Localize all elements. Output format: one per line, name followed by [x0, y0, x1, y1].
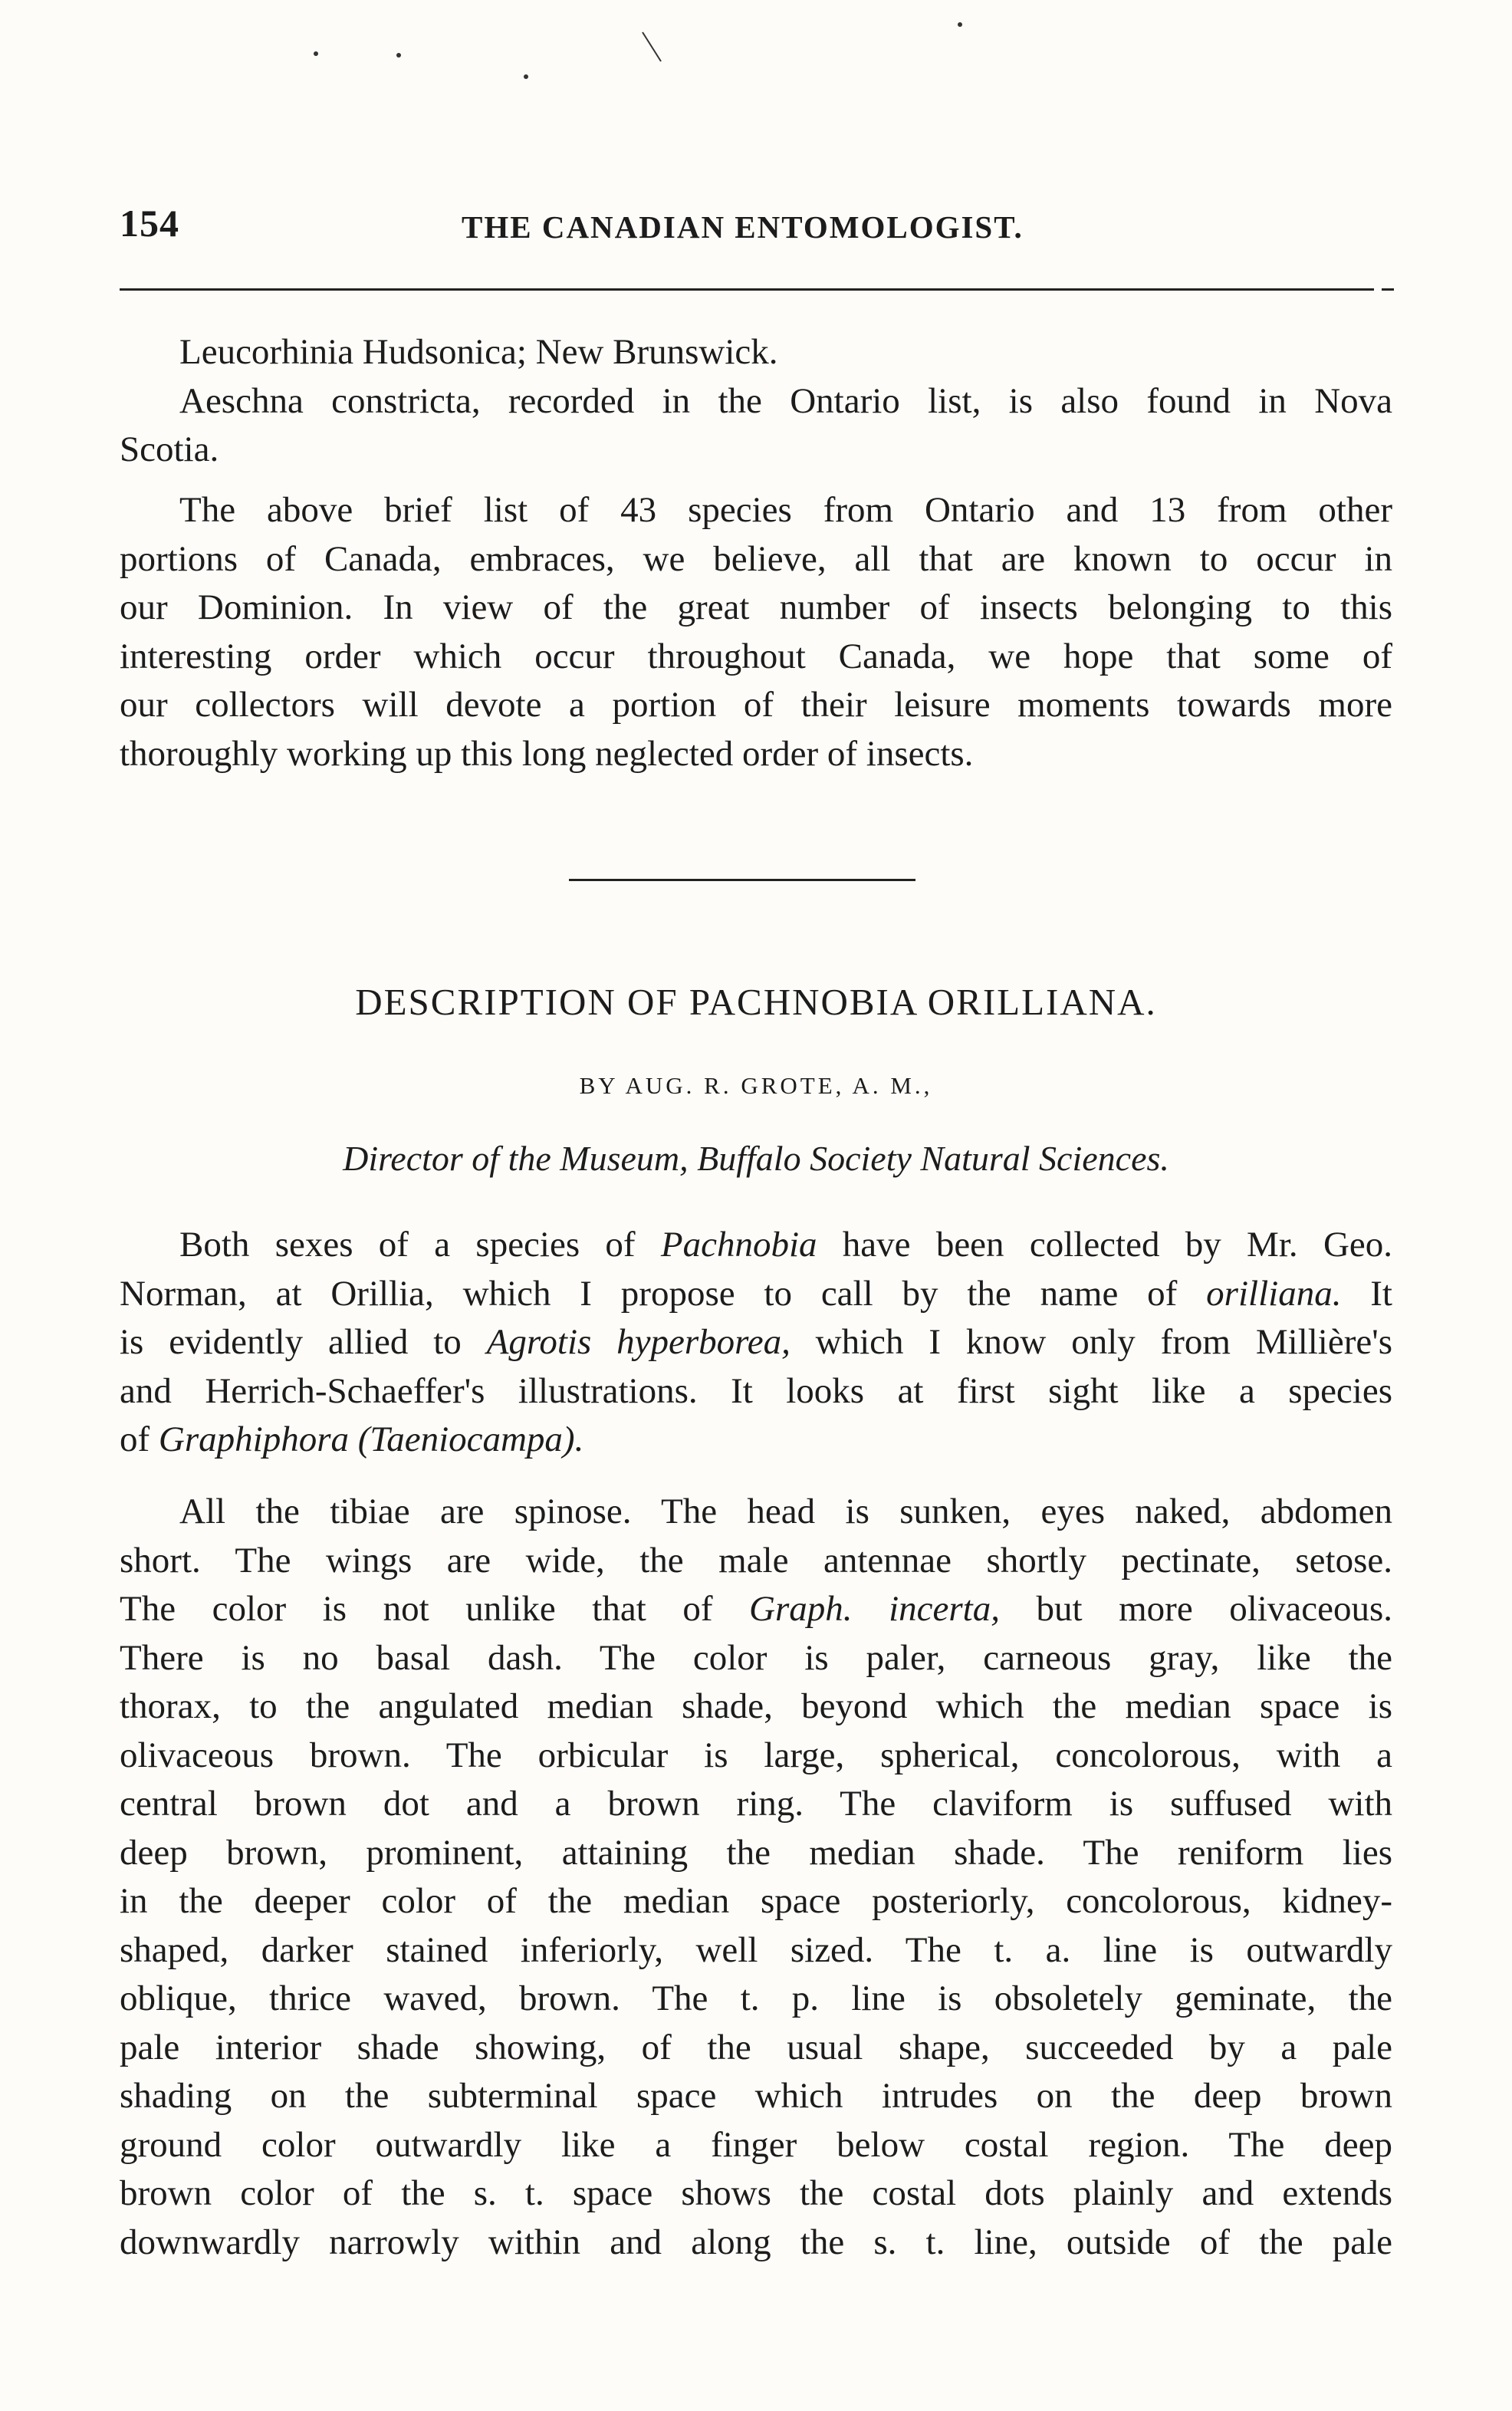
text-line: Scotia.: [120, 429, 219, 469]
text-line: Aeschna constricta, recorded in the Ontario list, is also found in Nova: [179, 380, 1392, 421]
text-line: our Dominion. In view of the great number of insects belonging to this: [120, 587, 1392, 627]
text-line: in the deeper color of the median space posteriorly, concolorous, kidney-: [120, 1881, 1392, 1921]
text-line: shading on the subterminal space which intrudes on the deep brown: [120, 2076, 1392, 2116]
article-title: DESCRIPTION OF PACHNOBIA ORILLIANA.: [355, 981, 1157, 1023]
header-rule: [120, 288, 1374, 291]
text-line: is evidently allied to Agrotis hyperborea, which I know only from Millière's: [120, 1322, 1392, 1362]
text-line: portions of Canada, embraces, we believe, all that are known to occur in: [120, 538, 1392, 579]
text-line: interesting order which occur throughout Canada, we hope that some of: [120, 636, 1392, 676]
text-line: The color is not unlike that of Graph. incerta, but more olivaceous.: [120, 1589, 1392, 1629]
header-rule-tail: [1382, 288, 1394, 291]
section-divider: [569, 879, 915, 881]
journal-title: THE CANADIAN ENTOMOLOGIST.: [462, 209, 1024, 245]
conclusion-paragraph: [120, 486, 1392, 778]
page-number: 154: [120, 202, 179, 245]
text-line: All the tibiae are spinose. The head is sunken, eyes naked, abdomen: [179, 1492, 1392, 1531]
text-line: thorax, to the angulated median shade, beyond which the median space is: [120, 1686, 1392, 1726]
paragraph-2: [120, 1488, 1392, 2267]
text-line: thoroughly working up this long neglected order of insects.: [120, 733, 974, 774]
text-line: shaped, darker stained inferiorly, well sized. The t. a. line is outwardly: [120, 1929, 1392, 1970]
scan-specks: [0, 0, 1512, 153]
author-byline: BY AUG. R. GROTE, A. M.,: [579, 1072, 933, 1099]
text-line: pale interior shade showing, of the usual shape, succeeded by a pale: [120, 2027, 1392, 2067]
text-line: downwardly narrowly within and along the s. t. line, outside of the pale: [120, 2222, 1392, 2262]
text-line: Both sexes of a species of Pachnobia have been collected by Mr. Geo.: [179, 1225, 1392, 1265]
list-end-block: [120, 328, 1392, 475]
text-line: oblique, thrice waved, brown. The t. p. line is obsoletely geminate, the: [120, 1978, 1392, 2018]
text-line: central brown dot and a brown ring. The claviform is suffused with: [120, 1784, 1392, 1824]
text-line: deep brown, prominent, attaining the median shade. The reniform lies: [120, 1832, 1392, 1873]
text-line: The above brief list of 43 species from Ontario and 13 from other: [179, 490, 1392, 530]
paragraph-1: [120, 1221, 1392, 1465]
text-line: olivaceous brown. The orbicular is large, spherical, concolorous, with a: [120, 1735, 1392, 1775]
text-line: our collectors will devote a portion of their leisure moments towards more: [120, 685, 1392, 725]
running-head: [120, 201, 1392, 255]
text-line: Norman, at Orillia, which I propose to call by the name of orilliana. It: [120, 1273, 1392, 1314]
author-affiliation: Director of the Museum, Buffalo Society Natural Sciences.: [343, 1139, 1169, 1178]
text-line: There is no basal dash. The color is paler, carneous gray, like the: [120, 1637, 1392, 1678]
text-line: short. The wings are wide, the male antennae shortly pectinate, setose.: [120, 1540, 1392, 1580]
text-line: of Graphiphora (Taeniocampa).: [120, 1419, 584, 1459]
text-line: ground color outwardly like a finger below costal region. The deep: [120, 2124, 1392, 2165]
text-line: and Herrich-Schaeffer's illustrations. It looks at first sight like a species: [120, 1370, 1392, 1411]
text-line: brown color of the s. t. space shows the costal dots plainly and extends: [120, 2173, 1392, 2213]
text-line: Leucorhinia Hudsonica; New Brunswick.: [179, 332, 778, 372]
